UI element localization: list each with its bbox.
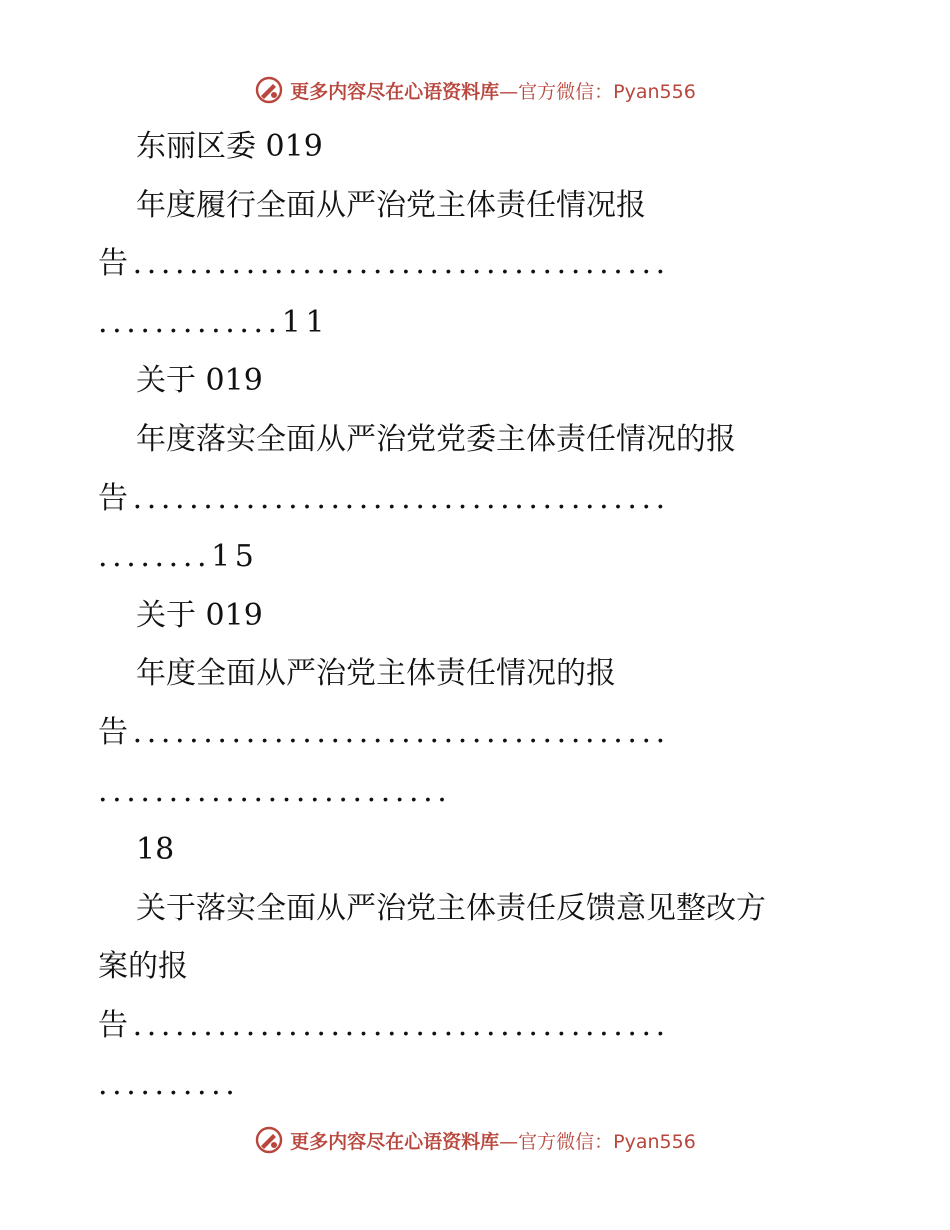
banner-suffix: 官方微信：Pyan556 [518, 1130, 696, 1153]
toc-line: 告...................................... [98, 1007, 670, 1043]
toc-line: 案的报 [98, 949, 188, 985]
header-banner [0, 70, 950, 110]
toc-line: 告...................................... [98, 714, 670, 750]
toc-line: .............11 [98, 304, 330, 340]
toc-line: ........15 [98, 539, 259, 575]
toc-line: 年度履行全面从严治党主体责任情况报 [136, 187, 646, 223]
banner-title: 更多内容尽在心语资料库 [290, 1130, 500, 1153]
toc-line: 告...................................... [98, 480, 670, 516]
footer-banner [0, 1120, 950, 1160]
banner-text [290, 77, 696, 104]
toc-line: 告...................................... [98, 246, 670, 282]
pen-seal-icon [254, 1125, 284, 1155]
toc-line: 年度落实全面从严治党党委主体责任情况的报 [136, 421, 736, 457]
toc-line: 关于 019 [136, 363, 263, 399]
toc-line: 年度全面从严治党主体责任情况的报 [136, 656, 616, 692]
toc-line: .......... [98, 1066, 240, 1102]
toc-line: 东丽区委 019 [136, 129, 323, 164]
toc-line: 18 [136, 832, 175, 868]
banner-suffix: 官方微信：Pyan556 [518, 80, 696, 103]
banner-dash: — [499, 1130, 519, 1153]
toc-content [98, 118, 858, 1114]
toc-line: 关于落实全面从严治党主体责任反馈意见整改方 [136, 890, 766, 926]
toc-line: 关于 019 [136, 597, 263, 633]
pen-seal-icon [254, 75, 284, 105]
banner-dash: — [499, 80, 519, 103]
banner-title: 更多内容尽在心语资料库 [290, 80, 500, 103]
banner-text [290, 1127, 696, 1154]
toc-line: ......................... [98, 773, 452, 809]
